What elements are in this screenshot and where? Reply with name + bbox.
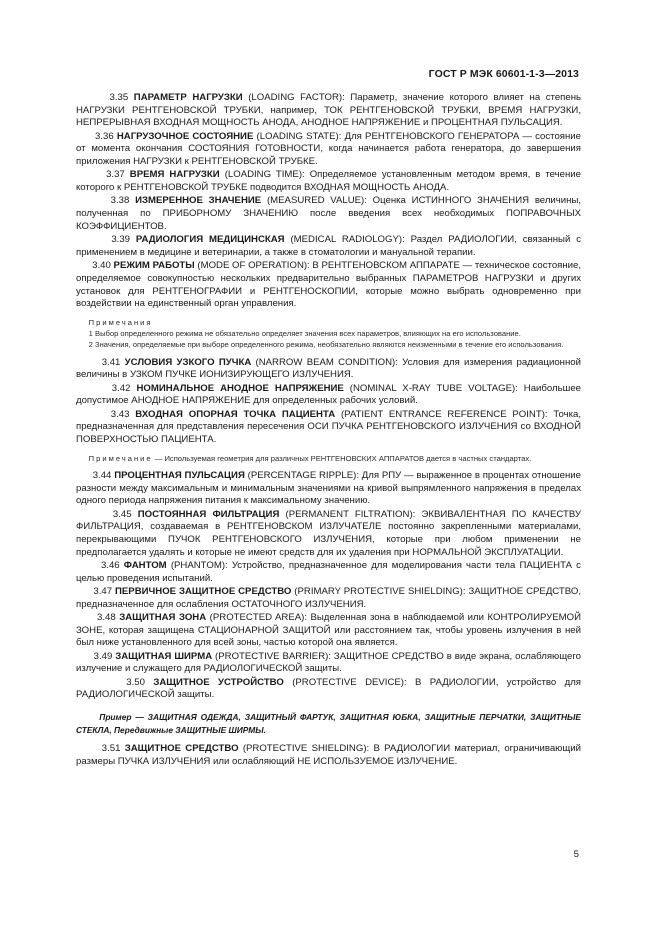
example-text: — ЗАЩИТНАЯ ОДЕЖДА, ЗАЩИТНЫЙ ФАРТУК, ЗАЩИТНАЯ ЮБКА, ЗАЩИТНЫЕ ПЕРЧАТКИ, ЗАЩИТНЫЕ СТЕКЛА, Передвижные ЗАЩИТНЫЕ ШИРМЫ. (76, 712, 581, 735)
term-name: ЗАЩИТНАЯ ЗОНА (119, 611, 207, 623)
term-definition: (PERMANENT FILTRATION): ЭКВИВАЛЕНТНАЯ ПО КАЧЕСТВУ ФИЛЬТРАЦИЯ, создаваемая в РЕНТГЕНОВСКОМ ИЗЛУЧАТЕЛЕ постоянно закрепленными материалами, перекрывающими ПУЧОК РЕНТГЕНОВСКОГО ИЗЛУЧЕНИЯ, которые при любом применении не предполагается удалять и которые не имеют средств для их удаления при НОРМАЛЬНОЙ ЭКСПЛУАТАЦИИ. (76, 508, 581, 558)
term-number: 3.37 (106, 169, 125, 181)
term-number: 3.47 (93, 585, 113, 597)
term-definition: (MODE OF OPERATION): В РЕНТГЕНОВСКОМ АППАРАТЕ — техническое состояние, определяемое совокупностью нескольких предварительно выбранных ПАРАМЕТРОВ НАГРУЗКИ и других установок для РЕНТГЕНОГРАФИИ и РЕНТГЕНОСКОПИИ, которые можно выбрать одновременно при воздействии на единственный орган управления. (76, 260, 582, 310)
term-3-45 (76, 509, 581, 560)
term-name: ПАРАМЕТР НАГРУЗКИ (133, 92, 243, 103)
term-number: 3.48 (97, 611, 116, 623)
term-number: 3.50 (126, 676, 145, 688)
note-item-1: 1 Выбор определенного режима не обязательно определяет значения всех параметров, влияющих на его использование. (88, 329, 521, 339)
notes-title: Примечания (88, 317, 153, 327)
term-3-42 (76, 383, 581, 408)
term-name: ФАНТОМ (123, 559, 167, 571)
term-name: ВРЕМЯ НАГРУЗКИ (129, 169, 220, 181)
term-number: 3.35 (109, 92, 129, 103)
example-lead: Пример (99, 712, 132, 723)
term-definition: (NARROW BEAM CONDITION): Условия для измерения радиационной величины в УЗКОМ ПУЧКЕ ИОНИЗИРУЮЩЕГО ИЗЛУЧЕНИЯ. (76, 356, 581, 381)
term-3-41 (76, 357, 581, 382)
term-number: 3.40 (92, 260, 111, 272)
term-name: НАГРУЗОЧНОЕ СОСТОЯНИЕ (116, 130, 254, 142)
term-definition: (PROTECTIVE DEVICE): В РАДИОЛОГИИ, устройство для РАДИОЛОГИЧЕСКОЙ защиты. (76, 676, 582, 701)
term-3-43 (76, 409, 581, 447)
term-definition: (PROTECTIVE BARRIER): ЗАЩИТНОЕ СРЕДСТВО в виде экрана, ослабляющего излучение и служащего для РАДИОЛОГИЧЕСКОЙ защиты. (76, 650, 581, 675)
term-number: 3.42 (111, 382, 131, 394)
note-body: — Используемая геометрия для различных РЕНТГЕНОВСКИХ АППАРАТОВ дается в частных стандартах. (152, 453, 532, 463)
term-definition: (PRIMARY PROTECTIVE SHIELDING): ЗАЩИТНОЕ СРЕДСТВО, предназначенное для ослабления ОСТАТОЧНОГО ИЗЛУЧЕНИЯ. (76, 585, 581, 610)
term-3-47 (76, 586, 581, 611)
terms-group-4 (76, 743, 581, 768)
term-definition: (PROTECTIVE SHIELDING): В РАДИОЛОГИИ материал, ограничивающий размеры ПУЧКА ИЗЛУЧЕНИЯ или ослабляющий НЕ ИСПОЛЬЗУЕМОЕ ИЗЛУЧЕНИЕ. (76, 743, 581, 767)
term-definition: (PHANTOM): Устройство, предназначенное для моделирования части тела ПАЦИЕНТА с целью проведения испытаний. (76, 559, 581, 584)
term-name: ЗАЩИТНОЕ СРЕДСТВО (124, 743, 239, 755)
term-name: РАДИОЛОГИЯ МЕДИЦИНСКАЯ (135, 234, 285, 246)
term-3-48 (76, 612, 581, 650)
term-number: 3.49 (93, 650, 113, 662)
term-3-50 (76, 677, 581, 702)
term-3-40 (76, 260, 581, 311)
term-number: 3.36 (95, 130, 114, 142)
document-header: ГОСТ Р МЭК 60601-1-3—2013 (428, 68, 579, 80)
term-definition: (MEASURED VALUE): Оценка ИСТИННОГО ЗНАЧЕНИЯ величины, полученная по ПРИБОРНОМУ ЗНАЧЕНИЮ после введения всех необходимых ПОПРАВОЧНЫХ КОЭФФИЦИЕНТОВ. (76, 195, 581, 232)
term-number: 3.46 (100, 559, 120, 571)
term-3-51 (76, 743, 581, 768)
term-definition: (PATIENT ENTRANCE REFERENCE POINT): Точка, предназначенная для представления пересечения ОСИ ПУЧКА РЕНТГЕНОВСКОГО ИЗЛУЧЕНИЯ со ВХОДНОЙ ПОВЕРХНОСТЬЮ ПАЦИЕНТА. (76, 408, 582, 445)
terms-group-2 (76, 357, 581, 447)
term-name: НОМИНАЛЬНОЕ АНОДНОЕ НАПРЯЖЕНИЕ (136, 382, 344, 394)
notes-block-1 (76, 317, 581, 351)
term-number: 3.39 (111, 234, 131, 246)
term-number: 3.45 (112, 508, 132, 520)
example-block (76, 711, 581, 736)
term-3-39 (76, 234, 581, 259)
term-definition: (PROTECTED AREA): Выделенная зона в наблюдаемой или КОНТРОЛИРУЕМОЙ ЗОНЕ, которая защищена СТАЦИОНАРНОЙ ЗАЩИТОЙ или расстоянием так, чтобы уровень излучения в ней был ниже установленного для всей зоны, частью которой она является. (76, 611, 581, 649)
note-item-2: 2 Значения, определяемые при выборе определенного режима, необязательно являются неизменными в течение его использования. (88, 340, 564, 350)
term-definition: (LOADING FACTOR): Параметр, значение которого влияет на степень НАГРУЗКИ РЕНТГЕНОВСКОЙ ТРУБКИ, например, ТОК РЕНТГЕНОВСКОЙ ТРУБКИ, ВРЕМЯ НАГРУЗКИ, НЕПРЕРЫВНАЯ ВХОДНАЯ МОЩНОСТЬ АНОДА, АНОДНОЕ НАПРЯЖЕНИЕ и ПРОЦЕНТНАЯ ПУЛЬСАЦИЯ. (76, 92, 582, 129)
note-block-2 (76, 453, 581, 464)
terms-group-3 (76, 470, 581, 702)
term-number: 3.51 (101, 743, 121, 755)
term-3-36 (76, 131, 581, 169)
terms-group-1 (76, 92, 581, 311)
term-name: ИЗМЕРЕННОЕ ЗНАЧЕНИЕ (135, 195, 262, 207)
document-body (76, 92, 581, 769)
term-3-37 (76, 169, 581, 194)
term-definition: (NOMINAL X-RAY TUBE VOLTAGE): Наибольшее допустимое АНОДНОЕ НАПРЯЖЕНИЕ для определенных рабочих условий. (76, 382, 581, 407)
term-name: ПРОЦЕНТНАЯ ПУЛЬСАЦИЯ (114, 469, 245, 481)
term-number: 3.38 (110, 195, 130, 207)
term-3-46 (76, 560, 581, 585)
term-name: ПЕРВИЧНОЕ ЗАЩИТНОЕ СРЕДСТВО (115, 585, 292, 597)
term-number: 3.41 (101, 356, 121, 368)
term-definition: (LOADING TIME): Определяемое установленным методом время, в течение которого к РЕНТГЕНОВСКОЙ ТРУБКЕ подводится ВХОДНАЯ МОЩНОСТЬ АНОДА. (76, 169, 582, 194)
term-name: ВХОДНАЯ ОПОРНАЯ ТОЧКА ПАЦИЕНТА (135, 408, 336, 420)
term-number: 3.44 (92, 469, 112, 481)
term-3-38 (76, 195, 581, 233)
term-name: ЗАЩИТНОЕ УСТРОЙСТВО (153, 676, 284, 688)
term-name: ЗАЩИТНАЯ ШИРМА (115, 650, 213, 662)
term-3-49 (76, 651, 581, 676)
term-number: 3.43 (110, 408, 130, 420)
term-definition: (LOADING STATE): Для РЕНТГЕНОВСКОГО ГЕНЕРАТОРА — состояние от момента окончания СОСТОЯНИЯ ГОТОВНОСТИ, когда начинается работа генератора, до завершения приложения НАГРУЗКИ к РЕНТГЕНОВСКОЙ ТРУБКЕ. (76, 130, 581, 168)
term-3-35 (76, 92, 581, 130)
term-name: РЕЖИМ РАБОТЫ (113, 260, 195, 272)
term-definition: (MEDICAL RADIOLOGY): Раздел РАДИОЛОГИИ, связанный с применением в медицине и ветеринарии, а также в стоматологии и мануальной терапии. (76, 234, 581, 258)
term-3-44 (76, 470, 581, 508)
note-title: Примечание (88, 453, 153, 463)
term-name: УСЛОВИЯ УЗКОГО ПУЧКА (124, 356, 252, 368)
term-definition: (PERCENTAGE RIPPLE): Для РПУ — выраженное в процентах отношение разности между максимальным и минимальным значениями на кривой выпрямленного напряжения в пределах одного периода напряжения питания к максимальному значению. (76, 469, 582, 507)
term-name: ПОСТОЯННАЯ ФИЛЬТРАЦИЯ (137, 508, 280, 520)
page-number: 5 (573, 849, 579, 860)
note-text (76, 453, 581, 464)
